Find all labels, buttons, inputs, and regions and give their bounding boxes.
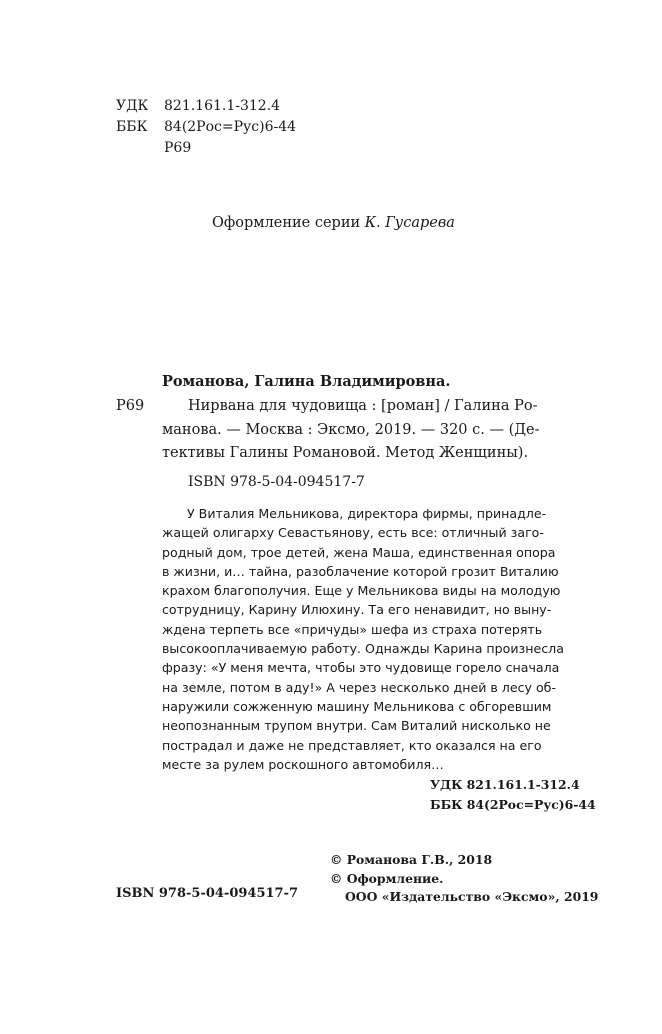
- annotation-line: сотрудницу, Карину Илюхину. Та его ненавидит, но выну-: [162, 602, 552, 618]
- annotation-line: У Виталия Мельникова, директора фирмы, принадле-: [187, 506, 547, 521]
- udk-value: 821.161.1-312.4: [164, 98, 281, 114]
- annotation-line: в жизни, и… тайна, разоблачение которой грозит Виталию: [162, 563, 559, 579]
- series-design-prefix: Оформление серии: [212, 215, 361, 231]
- author-sign-top: Р69: [164, 140, 192, 156]
- record-author: Романова, Галина Владимировна.: [162, 373, 451, 390]
- annotation: [162, 504, 564, 774]
- copyright-author: © Романова Г.В., 2018: [330, 852, 493, 867]
- record-udk: УДК 821.161.1-312.4: [430, 777, 580, 792]
- annotation-line: родный дом, трое детей, жена Маша, единственная опора: [162, 544, 556, 560]
- annotation-line: наружили сожженную машину Мельникова с обгоревшим: [162, 698, 552, 714]
- bottom-isbn: ISBN 978-5-04-094517-7: [116, 886, 299, 901]
- bib-line-1: Нирвана для чудовища : [роман] / Галина Ро-: [188, 398, 538, 414]
- copyright-design: © Оформление.: [330, 871, 444, 886]
- series-design-credit: [212, 215, 455, 231]
- copyright-publisher: ООО «Издательство «Эксмо», 2019: [345, 889, 599, 904]
- annotation-line: пострадал и даже не представляет, кто оказался на его: [162, 737, 542, 753]
- udk-code: [116, 96, 280, 117]
- series-designer: К. Гусарева: [364, 215, 455, 231]
- annotation-line: жащей олигарху Севастьянову, есть все: отличный заго-: [162, 525, 544, 541]
- record-bbk: ББК 84(2Рос=Рус)6-44: [430, 797, 596, 812]
- bbk-label: ББК: [116, 119, 148, 135]
- record-author-sign: Р69: [116, 398, 145, 414]
- udk-label: УДК: [116, 98, 149, 114]
- annotation-line: неопознанным трупом внутри. Сам Виталий нисколько не: [162, 718, 551, 734]
- annotation-line: ждена терпеть все «причуды» шефа из страха потерять: [162, 621, 543, 637]
- annotation-line: фразу: «У меня мечта, чтобы это чудовище горело сначала: [162, 660, 560, 676]
- annotation-line: крахом благополучия. Еще у Мельникова виды на молодую: [162, 583, 561, 599]
- bib-line-3: тективы Галины Романовой. Метод Женщины).: [162, 445, 529, 461]
- annotation-line: месте за рулем роскошного автомобиля…: [162, 756, 444, 772]
- bbk-value: 84(2Рос=Рус)6-44: [164, 119, 297, 135]
- record-isbn: ISBN 978-5-04-094517-7: [188, 474, 365, 490]
- annotation-line: высокооплачиваемую работу. Однажды Карина произнесла: [162, 641, 564, 657]
- annotation-line: на земле, потом в аду!» А через несколько дней в лесу об-: [162, 679, 556, 695]
- bib-line-2: манова. — Москва : Эксмо, 2019. — 320 с. — (Де-: [162, 422, 540, 438]
- bbk-code: [116, 117, 296, 138]
